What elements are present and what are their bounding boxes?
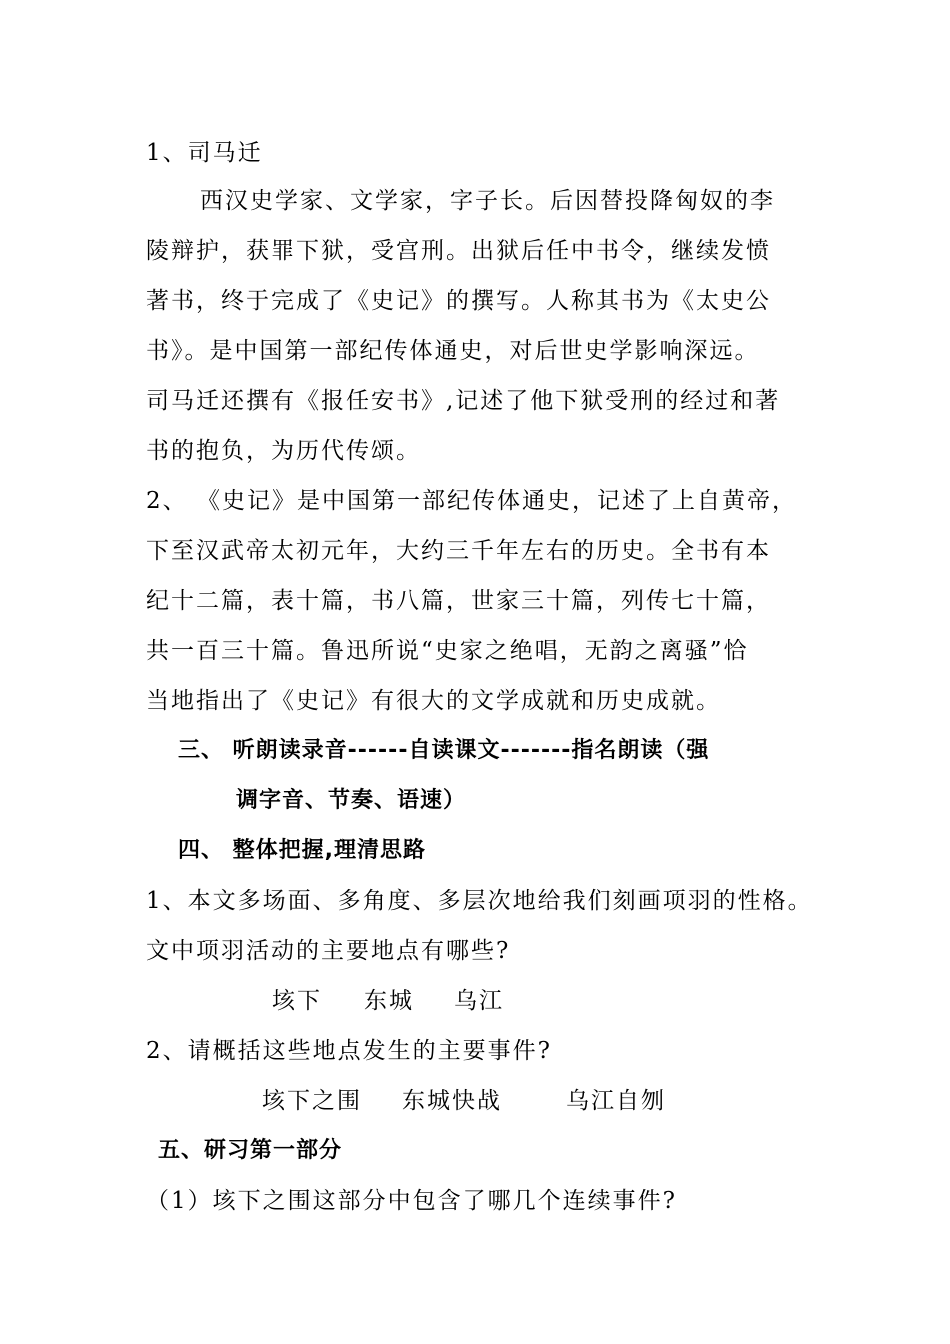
section1-line: 书的抱负，为历代传颂。 <box>146 438 421 464</box>
section2-line: 纪十二篇，表十篇，书八篇，世家三十篇，列传七十篇， <box>146 588 771 614</box>
event-item: 乌江自刎 <box>566 1088 666 1114</box>
part5-question-1: （1）垓下之围这部分中包含了哪几个连续事件? <box>146 1188 677 1214</box>
event-item: 垓下之围 <box>262 1088 362 1114</box>
section2-line: 当地指出了《史记》有很大的文学成就和历史成就。 <box>146 688 721 714</box>
section2-line: 下至汉武帝太初元年，大约三千年左右的历史。全书有本 <box>146 538 771 564</box>
part3-heading: 三、 听朗读录音------自读课文-------指名朗读（强 <box>178 738 710 763</box>
event-item: 东城快战 <box>402 1088 502 1114</box>
section1-line: 书》。是中国第一部纪传体通史，对后世史学影响深远。 <box>146 338 760 364</box>
section2-line: 共一百三十篇。鲁迅所说“史家之绝唱，无韵之离骚”恰 <box>146 638 749 664</box>
part4-heading: 四、 整体把握,理清思路 <box>178 838 427 863</box>
place-item: 垓下 <box>272 988 322 1014</box>
section1-line: 著书，终于完成了《史记》的撰写。人称其书为《太史公 <box>146 288 771 314</box>
part4-question-1: 1、本文多场面、多角度、多层次地给我们刻画项羽的性格。 <box>146 888 813 914</box>
place-item: 乌江 <box>454 988 504 1014</box>
place-item: 东城 <box>364 988 414 1014</box>
section2-line: 2、 《史记》是中国第一部纪传体通史，记述了上自黄帝， <box>146 488 797 514</box>
part5-heading: 五、研习第一部分 <box>158 1138 343 1163</box>
part4-question-2: 2、请概括这些地点发生的主要事件? <box>146 1038 552 1064</box>
section1-line: 司马迁还撰有《报任安书》,记述了他下狱受刑的经过和著 <box>146 388 781 414</box>
part4-question-1-continued: 文中项羽活动的主要地点有哪些? <box>146 938 511 964</box>
section1-line: 陵辩护，获罪下狱，受宫刑。出狱后任中书令，继续发愤 <box>146 238 771 264</box>
section1-line: 西汉史学家、文学家，字子长。后因替投降匈奴的李 <box>200 188 775 214</box>
section1-heading: 1、司马迁 <box>146 140 263 166</box>
part3-heading-continued: 调字音、节奏、语速） <box>236 788 467 813</box>
